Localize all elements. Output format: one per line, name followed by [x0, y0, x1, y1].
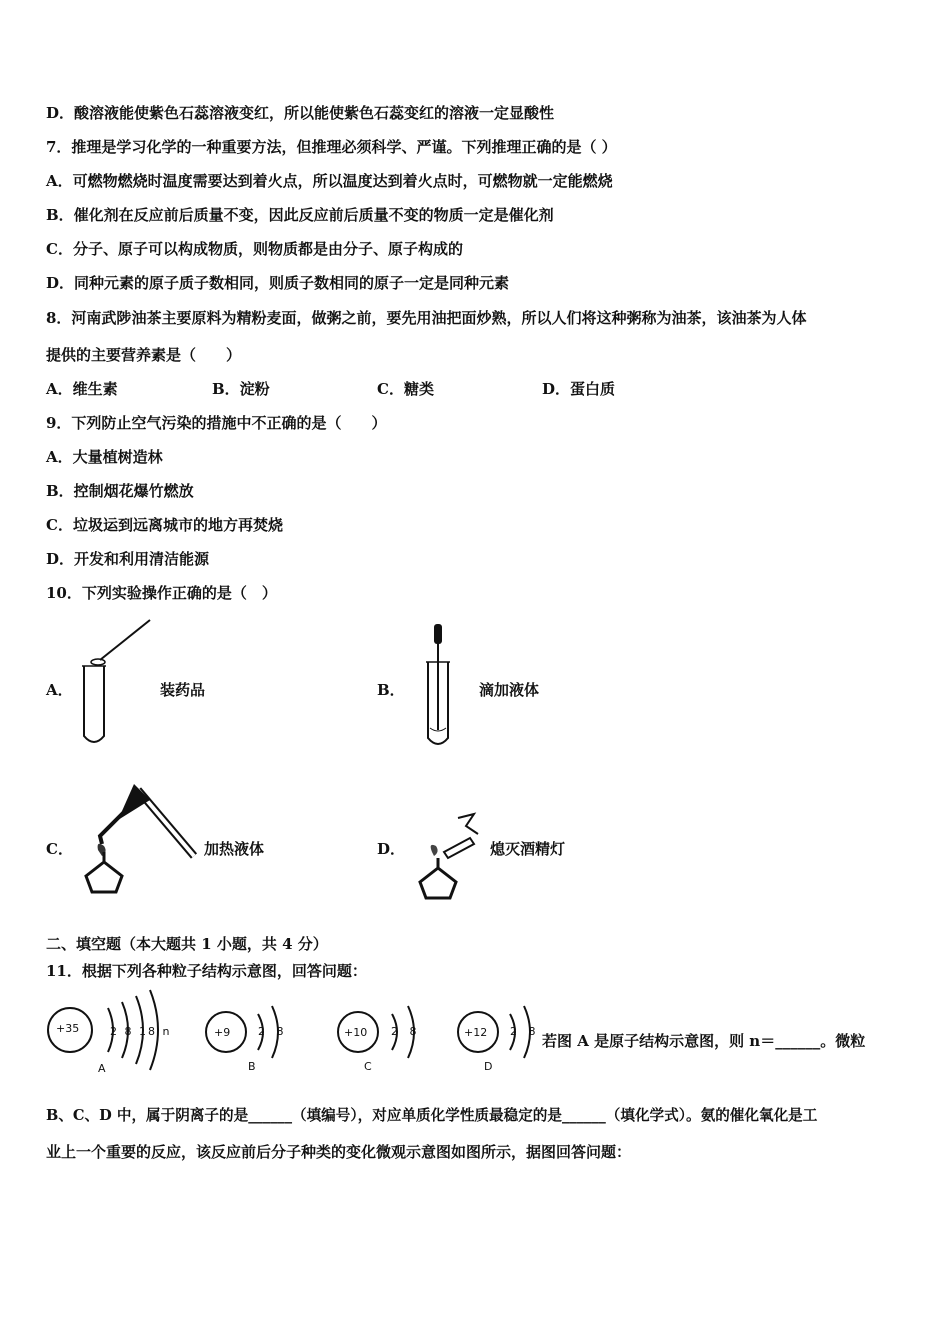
q11-b-shells: 2 8 [258, 1025, 288, 1038]
q8-option-d: D．蛋白质 [542, 380, 616, 398]
q8-stem-line2: 提供的主要营养素是（ ） [46, 346, 242, 364]
q9-option-a: A．大量植树造林 [46, 448, 163, 466]
q11-d-label: D [484, 1060, 493, 1073]
q7-option-c: C．分子、原子可以构成物质，则物质都是由分子、原子构成的 [46, 240, 463, 258]
q9-option-d: D．开发和利用清洁能源 [46, 550, 210, 568]
q11-c-label: C [364, 1060, 372, 1073]
q7-option-d: D．同种元素的原子质子数相同，则质子数相同的原子一定是同种元素 [46, 274, 510, 292]
q10-option-c-letter: C． [46, 840, 73, 858]
q11-tail-text: 若图 A 是原子结构示意图，则 n＝______。微粒 [542, 1032, 866, 1050]
q11-c-nucleus: +10 [344, 1026, 368, 1039]
q7-option-b: B．催化剂在反应前后质量不变，因此反应前后质量不变的物质一定是催化剂 [46, 206, 554, 224]
q10-option-d-letter: D． [377, 840, 406, 858]
q8-option-b: B．淀粉 [212, 380, 270, 398]
q11-a-label: A [98, 1062, 106, 1075]
q7-stem: 7．推理是学习化学的一种重要方法，但推理必须科学、严谨。下列推理正确的是（ ） [46, 138, 617, 156]
q10-alcohol-lamp-figure [414, 812, 490, 902]
section2-title: 二、填空题（本大题共 1 小题，共 4 分） [46, 935, 328, 953]
q11-d-nucleus: +12 [464, 1026, 488, 1039]
q11-a-nucleus: +35 [56, 1022, 80, 1035]
q11-b-nucleus: +9 [214, 1026, 231, 1039]
q11-b-label: B [248, 1060, 256, 1073]
q8-stem-line1: 8．河南武陟油茶主要原料为精粉麦面，做粥之前，要先用油把面炒熟，所以人们将这种粥称为油茶，该油茶为人体 [46, 309, 807, 327]
q11-d-shells: 2 8 [510, 1025, 540, 1038]
q11-a-shells: 2 8 18 n [110, 1025, 172, 1038]
q7-option-a: A．可燃物燃烧时温度需要达到着火点，所以温度达到着火点时，可燃物就一定能燃烧 [46, 172, 613, 190]
q11-line3: 业上一个重要的反应，该反应前后分子种类的变化微观示意图如图所示，据图回答问题： [46, 1143, 632, 1161]
q10-stem: 10．下列实验操作正确的是（ ） [46, 584, 277, 602]
q8-option-c: C．糖类 [377, 380, 434, 398]
q11-c-shells: 2 8 [391, 1025, 421, 1038]
q9-option-b: B．控制烟花爆竹燃放 [46, 482, 194, 500]
q10-option-b-letter: B． [377, 681, 405, 699]
q10-dropper-figure [418, 620, 468, 750]
q11-stem: 11．根据下列各种粒子结构示意图，回答问题： [46, 962, 367, 980]
q9-stem: 9．下列防止空气污染的措施中不正确的是（ ） [46, 414, 387, 432]
q10-option-c-text: 加热液体 [204, 840, 265, 858]
q10-option-a-letter: A． [46, 681, 73, 699]
q8-option-a: A．维生素 [46, 380, 118, 398]
q10-heating-liquid-figure [78, 780, 200, 900]
q6-option-d: D．酸溶液能使紫色石蕊溶液变红，所以能使紫色石蕊变红的溶液一定显酸性 [46, 104, 555, 122]
q10-option-b-text: 滴加液体 [479, 681, 540, 699]
q10-option-a-text: 装药品 [160, 681, 206, 699]
q11-line2: B、C、D 中，属于阴离子的是______（填编号），对应单质化学性质最稳定的是______（填化学式）。氨的催化氧化是工 [46, 1107, 818, 1124]
q10-test-tube-powder-figure [78, 614, 158, 749]
q9-option-c: C．垃圾运到远离城市的地方再焚烧 [46, 516, 283, 534]
q10-option-d-text: 熄灭酒精灯 [490, 840, 566, 858]
